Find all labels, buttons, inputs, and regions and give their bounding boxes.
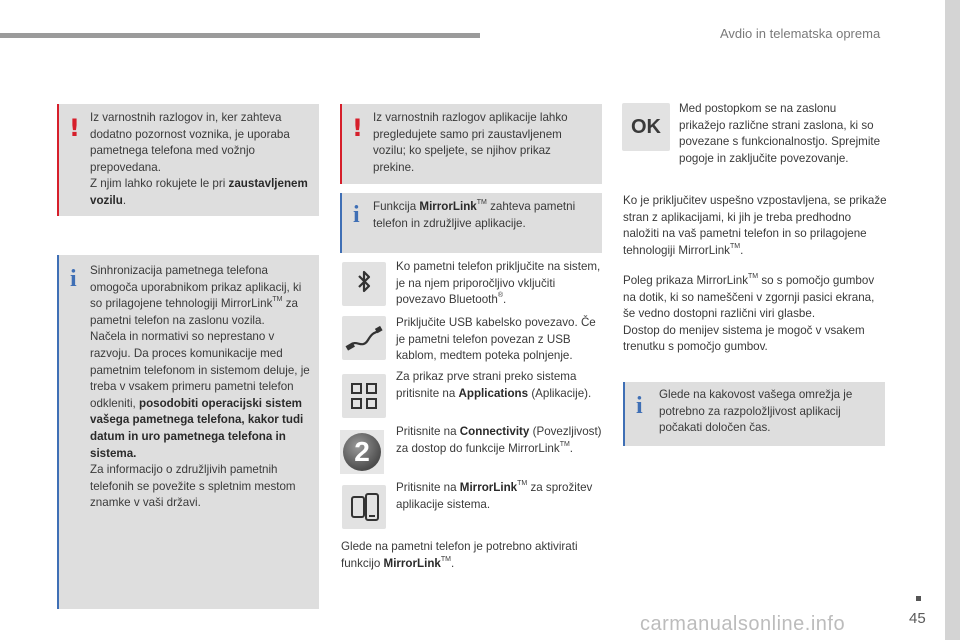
- mid-footer-text: Glede na pametni telefon je potrebno aktivirati funkcijo MirrorLink™.: [341, 540, 578, 570]
- info-bar: [57, 255, 59, 609]
- header-rule: [0, 33, 480, 38]
- page-edge-strip: [945, 0, 960, 640]
- right-paragraph-1: Ko je priključitev uspešno vzpostavljena, se prikaže stran z aplikacijami, ki jih je treba predhodno naložiti na vaš pametni telefon in so prilagojene tehnologiji MirrorLink™.: [623, 194, 887, 257]
- ok-icon: OK: [622, 103, 670, 151]
- step-applications-text: Za prikaz prve strani preko sistema pritisnite na Applications (Aplikacije).: [396, 370, 592, 400]
- warning-bar: [57, 104, 59, 216]
- bluetooth-icon: [342, 262, 386, 306]
- info-box-right: [623, 382, 885, 446]
- step-mirrorlink-text: Pritisnite na MirrorLink™ za sprožitev aplikacije sistema.: [396, 480, 593, 511]
- warning-box-left: [57, 104, 319, 216]
- info-bar: [623, 382, 625, 446]
- info-box-left: [57, 255, 319, 609]
- applications-grid-icon: [342, 374, 386, 418]
- warning-text-2: Z njim lahko rokujete le pri zaustavljenem vozilu.: [90, 177, 308, 207]
- usb-cable-icon: [342, 316, 386, 360]
- info-bar: [340, 193, 342, 253]
- step-number-badge: [340, 430, 384, 474]
- info-icon: i: [70, 266, 77, 292]
- info-icon: i: [636, 393, 643, 419]
- step-bluetooth-text: Ko pametni telefon priključite na sistem, je na njem priporočljivo vključiti povezavo Bluetooth®.: [396, 260, 601, 307]
- section-title: Avdio in telematska oprema: [720, 26, 881, 41]
- step-connectivity-text: Pritisnite na Connectivity (Povezljivost) za dostop do funkcije MirrorLink™.: [396, 425, 602, 455]
- warning-text: Iz varnostnih razlogov aplikacije lahko pregledujete samo pri zaustavljenem vozilu; ko speljete, se njihov prikaz prekine.: [373, 111, 568, 174]
- warning-text: Iz varnostnih razlogov in, ker zahteva dodatno pozornost voznika, je uporaba pametnega telefona med vožnjo prepovedana.: [90, 111, 290, 174]
- info-text-3: Za informacijo o združljivih pametnih telefonih se povežite s spletnim mestom znamke v vaši državi.: [90, 463, 296, 510]
- info-text-2: Načela in normativi so neprestano v razvoju. Da proces komunikacije med pametnim telefonom in sistemom deluje, je treba v vsakem primeru pametni telefon odkleniti, posodobiti operacijski sistem vašega pametnega telefona, kakor tudi datum in uro pametnega telefona in sistema.: [90, 330, 310, 460]
- info-text: Funkcija MirrorLink™ zahteva pametni telefon in združljive aplikacije.: [373, 199, 576, 230]
- info-text-1: Sinhronizacija pametnega telefona omogoča uporabnikom prikaz aplikacij, ki so prilagojene tehnologiji MirrorLink™ za pametni telefon na zaslonu vozila.: [90, 264, 302, 327]
- step-usb-text: Priključite USB kabelsko povezavo. Če je pametni telefon povezan z USB kablom, medtem poteka polnjenje.: [396, 316, 596, 363]
- footer-marker: [916, 596, 921, 601]
- warning-icon: !: [69, 114, 80, 142]
- warning-bar: [340, 104, 342, 184]
- info-box-mid: [340, 193, 602, 253]
- warning-icon: !: [352, 114, 363, 142]
- warning-box-mid: [340, 104, 602, 184]
- info-text: Glede na kakovost vašega omrežja je potrebno za razpoložljivost aplikacij počakati določen čas.: [659, 388, 853, 435]
- watermark: carmanualsonline.info: [640, 613, 846, 635]
- step-number: 2: [343, 433, 381, 471]
- info-icon: i: [353, 202, 360, 228]
- mirrorlink-phone-icon: [342, 485, 386, 529]
- ok-text: Med postopkom se na zaslonu prikažejo različne strani zaslona, ki so povezane s funkcionalnostjo. Sprejmite pogoje in zaključite povezovanje.: [679, 102, 881, 165]
- right-paragraph-2: Poleg prikaza MirrorLink™ so s pomočjo gumbov na dotik, ki so nameščeni v zgornji pasici ekrana, še vedno dostopni različni viri glasbe. Dostop do menijev sistema je mogoč v vsakem trenutku s pomočjo gumbov.: [623, 273, 875, 354]
- page-number: 45: [909, 610, 926, 627]
